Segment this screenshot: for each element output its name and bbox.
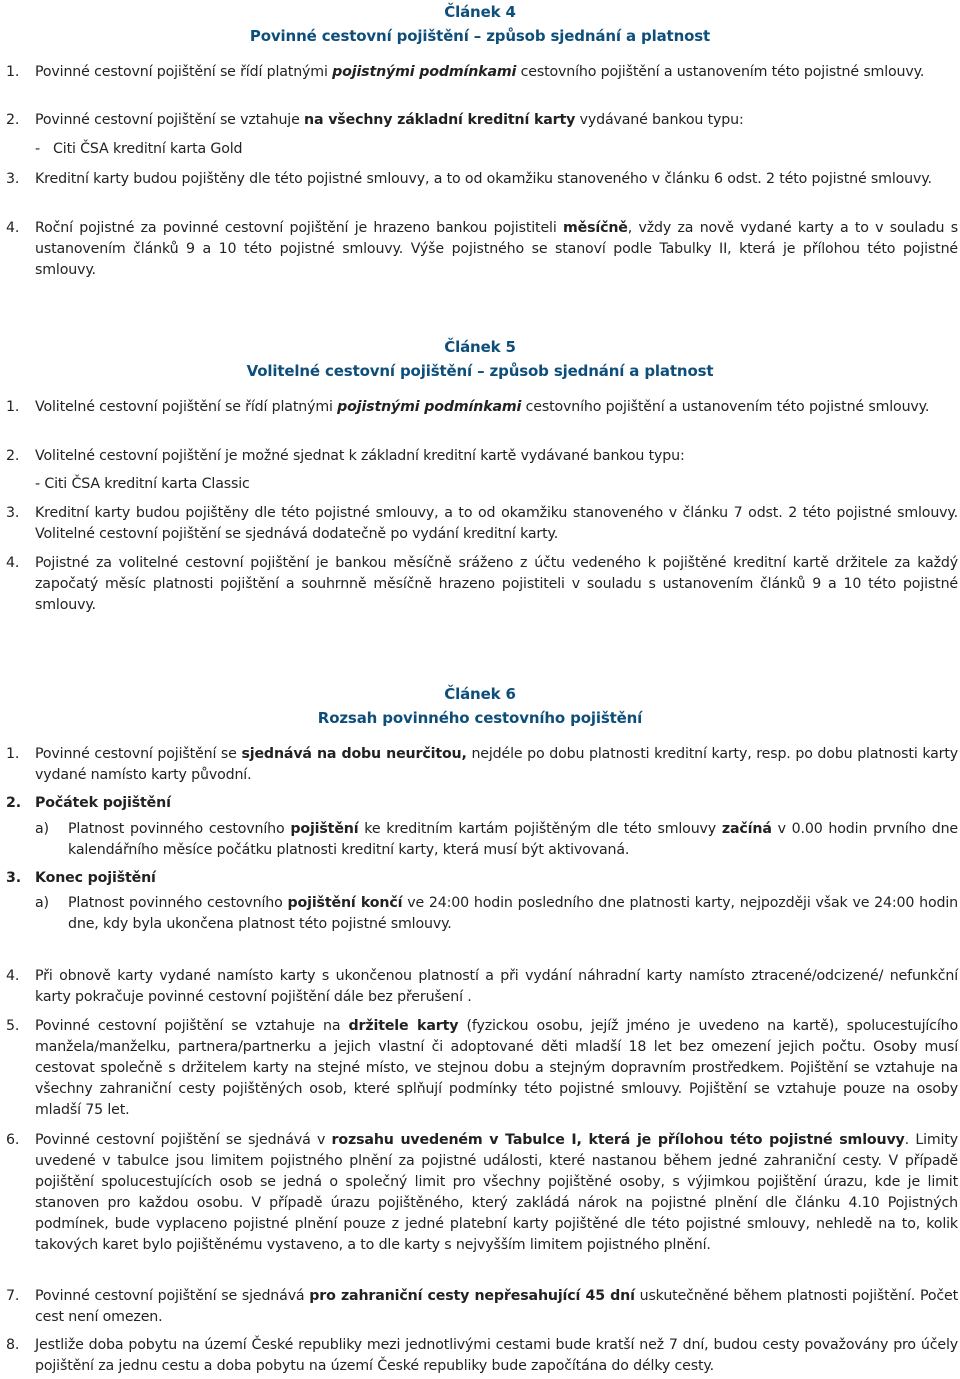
article-4-item-3: 3. Kreditní karty budou pojištěny dle této pojistné smlouvy, a to od okamžiku stanoveného v článku 6 odst. 2 této pojistné smlouvy. bbox=[6, 171, 932, 187]
article-4-item-1: 1. Povinné cestovní pojištění se řídí platnými pojistnými podmínkami cestovního pojištění a ustanovením této pojistné smlouvy. bbox=[6, 64, 925, 80]
article-5-subtitle: Volitelné cestovní pojištění – způsob sjednání a platnost bbox=[246, 362, 714, 380]
article-5-item-1: 1. Volitelné cestovní pojištění se řídí platnými pojistnými podmínkami cestovního pojištění a ustanovením této pojistné smlouvy. bbox=[6, 399, 930, 415]
article-4-item-2: 2. Povinné cestovní pojištění se vztahuje na všechny základní kreditní karty vydávané bankou typu: bbox=[6, 112, 744, 128]
article-4-card-type: - Citi ČSA kreditní karta Gold bbox=[35, 141, 243, 157]
article-6-item-5: 5. Povinné cestovní pojištění se vztahuje na držitele karty (fyzickou osobu, jejíž jméno je uvedeno na kartě), spolucestujícího manžela/manželku, partnera/partnerku a jejich vlastní či adoptované děti mladší 18 let bez omezení jejich počtu. Osoby musí cestovat společně s držitelem karty na stejné místo, ve stejnou dobu a stejným dopravním prostředkem. Pojištění se vztahuje na všechny zahraniční cesty pojištěných osob, které splňují podmínky této pojistné smlouvy. Pojištění se vztahuje pouze na osoby mladší 75 let. bbox=[6, 1018, 958, 1118]
article-6-item-6: 6. Povinné cestovní pojištění se sjednává v rozsahu uvedeném v Tabulce I, která je přílohou této pojistné smlouvy. Limity uvedené v tabulce jsou limitem pojistného plnění za pojistné události, které nastanou během jedné zahraniční cesty. V případě pojištění spolucestujících osob se jedná o společný limit pro všechny pojištěné osoby, s výjimkou pojištění úrazu, kde je limit stanoven pro každou osobu. V případě úrazu pojištěného, který zakládá nárok na pojistné plnění dle článku 4.10 Pojistných podmínek, bude vyplaceno pojistné plnění pouze z jedné platební karty pojištěné dle této pojistné smlouvy, nehledě na to, kolik takových karet bylo pojištěnému vystaveno, a to dle karty s nejvyšším limitem pojistného plnění. bbox=[6, 1132, 959, 1253]
article-6-item-4: 4. Při obnově karty vydané namísto karty s ukončenou platností a při vydání náhradní karty namísto ztracené/odcizené/ nefunkční karty pokračuje povinné cestovní pojištění dále bez přerušení . bbox=[6, 968, 958, 1005]
article-5-item-2: 2. Volitelné cestovní pojištění je možné sjednat k základní kreditní kartě vydávané bankou typu: bbox=[6, 448, 685, 464]
article-6-item-8: 8. Jestliže doba pobytu na území České republiky mezi jednotlivými cestami bude kratší než 7 dní, budou cesty považovány pro účely pojištění za jednu cestu a doba pobytu na území České republiky bude započítána do délky cesty. bbox=[6, 1337, 958, 1374]
article-6-item-3: 3. Konec pojištění bbox=[6, 870, 156, 886]
article-6-heading bbox=[0, 682, 960, 730]
article-5-title: Článek 5 bbox=[444, 338, 516, 356]
article-5-heading bbox=[0, 335, 960, 383]
article-5-card-type: - Citi ČSA kreditní karta Classic bbox=[35, 476, 250, 492]
article-4-title: Článek 4 bbox=[444, 3, 516, 21]
article-6-item-1: 1. Povinné cestovní pojištění se sjednává na dobu neurčitou, nejdéle po dobu platnosti kreditní karty, resp. po dobu platnosti karty vydané namísto karty původní. bbox=[6, 746, 959, 783]
article-6-item-2a: a) Platnost povinného cestovního pojištění ke kreditním kartám pojištěným dle této smlouvy začíná v 0.00 hodin prvního dne kalendářního měsíce počátku platnosti kreditní karty, která musí být aktivovaná. bbox=[35, 821, 958, 858]
article-6-subtitle: Rozsah povinného cestovního pojištění bbox=[317, 709, 643, 727]
article-6-title: Článek 6 bbox=[444, 685, 516, 703]
article-4-heading bbox=[0, 0, 960, 48]
article-6-item-2: 2. Počátek pojištění bbox=[6, 795, 171, 811]
article-5-item-3: 3. Kreditní karty budou pojištěny dle této pojistné smlouvy, a to od okamžiku stanoveného v článku 7 odst. 2 této pojistné smlouvy. Volitelné cestovní pojištění se sjednává dodatečně po vydání kreditní karty. bbox=[6, 505, 958, 542]
article-5-item-4: 4. Pojistné za volitelné cestovní pojištění je bankou měsíčně sráženo z účtu vedeného k pojištěné kreditní kartě držitele za každý započatý měsíc platnosti pojištění a souhrnně měsíčně hrazeno pojistiteli v souladu s ustanovením článků 9 a 10 této pojistné smlouvy. bbox=[6, 555, 958, 613]
article-4-item-4: 4. Roční pojistné za povinné cestovní pojištění je hrazeno bankou pojistiteli měsíčně, vždy za nově vydané karty a to v souladu s ustanovením článků 9 a 10 této pojistné smlouvy. Výše pojistného se stanoví podle Tabulky II, která je přílohou této pojistné smlouvy. bbox=[6, 220, 958, 278]
article-6-item-3a: a) Platnost povinného cestovního pojištění končí ve 24:00 hodin posledního dne platnosti karty, nejpozději však ve 24:00 hodin dne, kdy byla ukončena platnost této pojistné smlouvy. bbox=[35, 895, 959, 932]
article-6-item-7: 7. Povinné cestovní pojištění se sjednává pro zahraniční cesty nepřesahující 45 dní uskutečněné během platnosti pojištění. Počet cest není omezen. bbox=[6, 1288, 959, 1325]
article-4-subtitle: Povinné cestovní pojištění – způsob sjednání a platnost bbox=[249, 27, 711, 45]
